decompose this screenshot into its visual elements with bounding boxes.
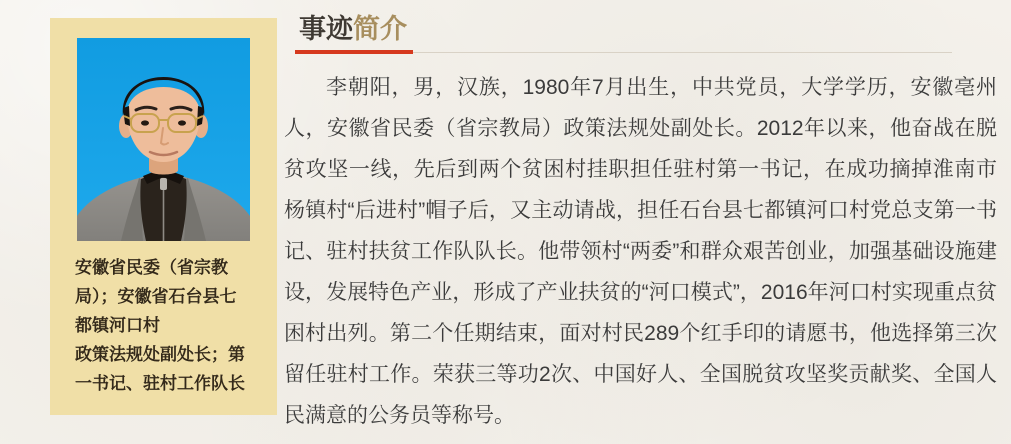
- section-title-primary: 事迹: [299, 14, 353, 44]
- caption-line-1: 安徽省民委（省宗教局）；安徽省石台县七都镇河口村: [75, 258, 237, 335]
- divider-accent-bar: [295, 50, 413, 54]
- profile-card: [50, 18, 277, 415]
- title-divider: [295, 50, 952, 54]
- caption-line-2: 政策法规处副处长；第一书记、驻村工作队长: [75, 345, 245, 393]
- photo-caption: [75, 253, 252, 398]
- section-title-accent: 简介: [353, 14, 407, 44]
- portrait-photo-illustration: [77, 38, 250, 241]
- biography-text: 李朝阳，男，汉族，1980年7月出生，中共党员，大学学历，安徽亳州人，安徽省民委（省宗教局）政策法规处副处长。2012年以来，他奋战在脱贫攻坚一线，先后到两个贫困村挂职担任驻村第一书记，在成功摘掉淮南市杨镇村“后进村”帽子后，又主动请战，担任石台县七都镇河口村党总支第一书记、驻村扶贫工作队队长。他带领村“两委”和群众艰苦创业，加强基础设施建设，发展特色产业，形成了产业扶贫的“河口模式”，2016年河口村实现重点贫困村出列。第二个任期结束，面对村民289个红手印的请愿书，他选择第三次留任驻村工作。荣获三等功2次、中国好人、全国脱贫攻坚奖贡献奖、全国人民满意的公务员等称号。: [284, 76, 997, 427]
- eye-left: [141, 120, 149, 125]
- zipper-pull: [160, 178, 167, 190]
- section-title: [299, 13, 407, 46]
- eye-right: [178, 120, 186, 125]
- portrait-photo: [77, 38, 250, 241]
